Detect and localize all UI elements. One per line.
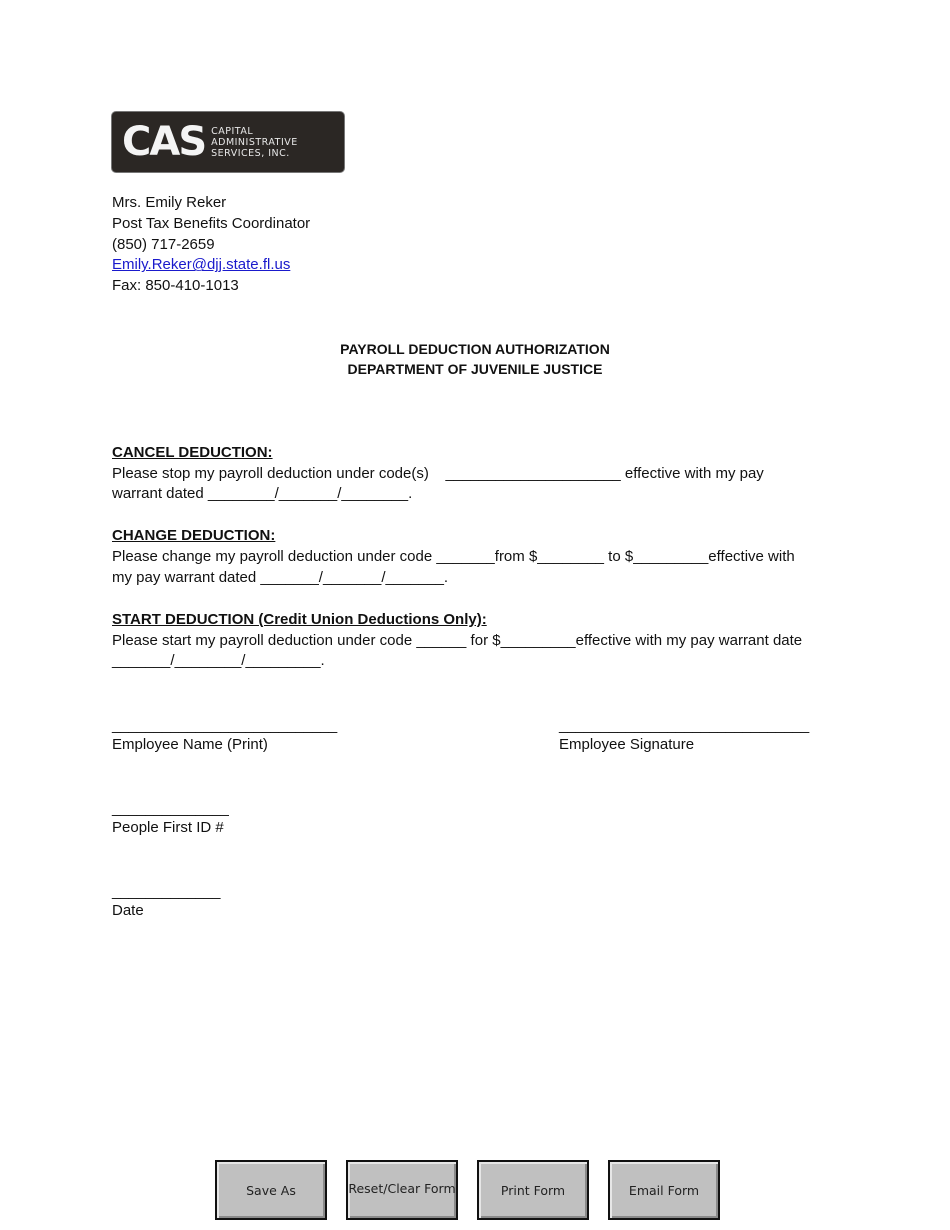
contact-name: Mrs. Emily Reker — [112, 194, 227, 211]
change-line-2: my pay warrant dated _______/_______/_______. — [112, 569, 449, 586]
start-line-1: Please start my payroll deduction under code ______ for $_________effective with my pay warrant date — [112, 632, 803, 649]
start-line-2: _______/________/_________. — [112, 652, 325, 669]
form-title: PAYROLL DEDUCTION AUTHORIZATION — [340, 341, 610, 357]
cancel-line-1: Please stop my payroll deduction under code(s) _____________________ effective with my pay — [112, 465, 764, 482]
contact-fax: Fax: 850-410-1013 — [112, 277, 239, 295]
change-section-title: CHANGE DEDUCTION: — [112, 527, 276, 544]
cancel-line-2: warrant dated ________/_______/________. — [112, 485, 413, 502]
contact-phone: (850) 717-2659 — [112, 235, 215, 253]
date-line[interactable]: _____________ — [112, 883, 221, 900]
logo-text — [211, 126, 298, 159]
reset-clear-form-button[interactable]: Reset/Clear Form — [346, 1160, 458, 1220]
print-form-button[interactable]: Print Form — [477, 1160, 589, 1220]
start-section-title: START DEDUCTION (Credit Union Deductions Only): — [112, 611, 487, 628]
employee-name-line[interactable]: ___________________________ — [112, 717, 338, 734]
people-first-id-line[interactable]: ______________ — [112, 800, 229, 817]
cancel-section-title: CANCEL DEDUCTION: — [112, 444, 273, 461]
logo-line-3: SERVICES, INC. — [211, 147, 290, 159]
contact-block — [112, 193, 310, 297]
employee-name-label: Employee Name (Print) — [112, 736, 268, 753]
logo-mark: CAS — [122, 119, 206, 165]
save-as-button[interactable]: Save As — [215, 1160, 327, 1220]
employee-signature-label: Employee Signature — [559, 736, 695, 753]
contact-email-link[interactable]: Emily.Reker@djj.state.fl.us — [112, 256, 291, 274]
employee-signature-line[interactable]: ______________________________ — [559, 717, 810, 734]
people-first-id-label: People First ID # — [112, 819, 224, 836]
logo-line-2: ADMINISTRATIVE — [211, 136, 298, 148]
logo-line-1: CAPITAL — [211, 125, 254, 137]
change-line-1: Please change my payroll deduction under code _______from $________ to $_________effective with — [112, 548, 795, 565]
date-label: Date — [112, 902, 144, 919]
email-form-button[interactable]: Email Form — [608, 1160, 720, 1220]
form-subtitle: DEPARTMENT OF JUVENILE JUSTICE — [347, 361, 603, 377]
cas-logo — [111, 111, 345, 173]
contact-title: Post Tax Benefits Coordinator — [112, 214, 311, 232]
